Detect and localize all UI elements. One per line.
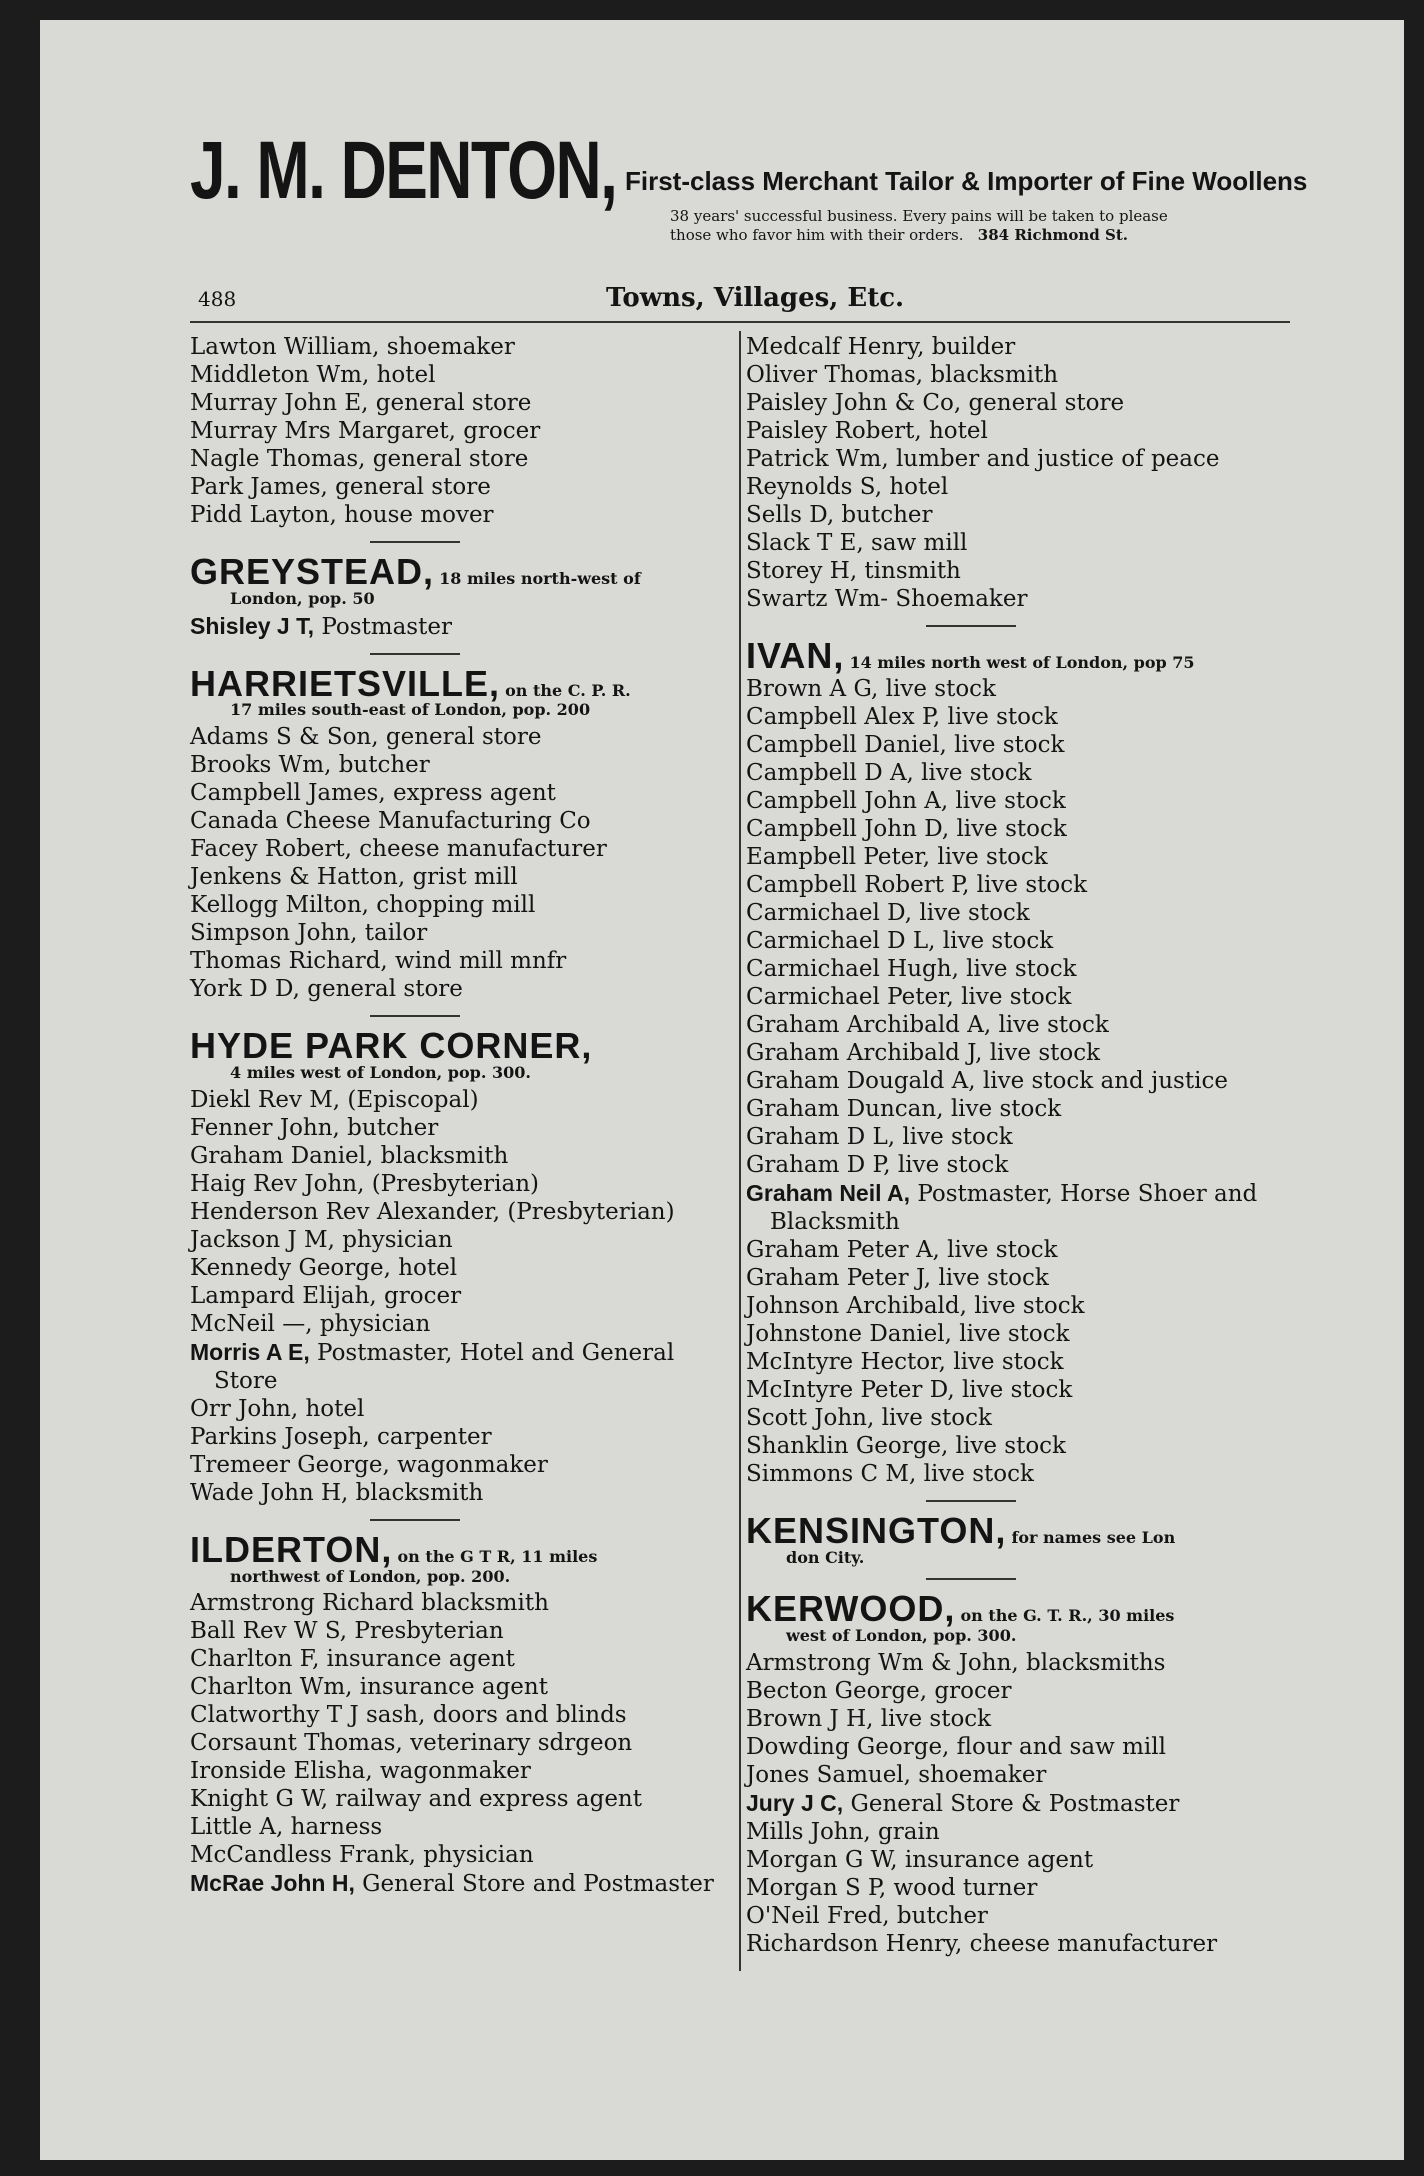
entry-name: Murray Mrs Margaret, grocer <box>190 418 541 444</box>
directory-entry <box>746 529 1290 557</box>
directory-entry <box>746 815 1290 843</box>
advertisement-banner <box>190 125 1308 265</box>
town-name: HARRIETSVILLE, <box>190 662 501 704</box>
directory-entry <box>746 417 1290 445</box>
directory-entry <box>190 473 735 501</box>
directory-entry <box>190 1114 735 1142</box>
entry-name: Paisley John & Co, general store <box>746 390 1125 416</box>
directory-entry <box>190 1423 735 1451</box>
page-number: 488 <box>198 287 237 311</box>
directory-entry <box>190 835 735 863</box>
directory-entry <box>190 612 735 641</box>
page-content <box>190 125 1308 2023</box>
town-heading-greystead <box>190 553 735 608</box>
entry-name: Slack T E, saw mill <box>746 530 968 556</box>
directory-entry <box>746 1123 1290 1151</box>
directory-entry <box>190 1451 735 1479</box>
entry-name: Morgan G W, insurance agent <box>746 1846 1094 1873</box>
directory-entry <box>746 585 1290 613</box>
entry-name: Reynolds S, hotel <box>746 474 949 500</box>
town-description-cont: London, pop. 50 <box>230 588 375 608</box>
town-name: HYDE PARK CORNER, <box>190 1025 593 1067</box>
section-rule <box>370 653 460 655</box>
directory-entry <box>746 1432 1290 1460</box>
left-column <box>190 333 735 1898</box>
directory-entry <box>190 1673 735 1701</box>
directory-entry <box>190 1254 735 1282</box>
entry-name: Diekl Rev M, (Episcopal) <box>190 1086 479 1113</box>
directory-entry <box>190 751 735 779</box>
entry-name: Thomas Richard, wind mill mnfr <box>190 948 567 975</box>
entry-name: Middleton Wm, hotel <box>190 362 436 388</box>
ilderton-entries <box>190 1589 735 1898</box>
entry-name: Swartz Wm- Shoemaker <box>746 586 1028 612</box>
town-description: on the C. P. R. <box>505 680 631 700</box>
entry-name: Graham Daniel, blacksmith <box>190 1142 509 1169</box>
entry-name: Canada Cheese Manufacturing Co <box>190 808 591 835</box>
directory-entry <box>746 1460 1290 1488</box>
directory-entry <box>746 1264 1290 1292</box>
section-rule <box>370 541 460 543</box>
directory-entry <box>746 843 1290 871</box>
entry-name: Carmichael Hugh, live stock <box>746 955 1077 982</box>
section-rule <box>370 1015 460 1017</box>
town-name: KENSINGTON, <box>746 1509 1007 1551</box>
directory-entry <box>746 1733 1290 1761</box>
directory-entry <box>746 501 1290 529</box>
entry-name: Paisley Robert, hotel <box>746 418 988 444</box>
entry-detail: Postmaster, Hotel and General Store <box>214 1339 675 1394</box>
greystead-entries <box>190 612 735 641</box>
entry-name: Patrick Wm, lumber and justice of peace <box>746 446 1220 472</box>
ad-details-text: those who favor him with their orders. <box>670 226 964 244</box>
directory-entry <box>746 1095 1290 1123</box>
entry-name: Pidd Layton, house mover <box>190 502 494 528</box>
directory-entry <box>190 919 735 947</box>
ad-tagline: First-class Merchant Tailor & Importer of Fine Woollens <box>625 166 1308 196</box>
directory-entry <box>190 1645 735 1673</box>
entry-name: Shanklin George, live stock <box>746 1432 1066 1459</box>
directory-entry <box>190 1589 735 1617</box>
entry-name: Jenkens & Hatton, grist mill <box>190 864 518 891</box>
directory-entry <box>746 1818 1290 1846</box>
entry-name: Jones Samuel, shoemaker <box>746 1761 1047 1788</box>
entry-name: Wade John H, blacksmith <box>190 1479 484 1506</box>
entry-name: Eampbell Peter, live stock <box>746 843 1048 870</box>
directory-entry <box>746 361 1290 389</box>
entry-name: Graham Neil A, <box>746 1179 911 1206</box>
entry-name: Kennedy George, hotel <box>190 1254 458 1281</box>
directory-entry <box>746 1902 1290 1930</box>
entry-name: Graham Archibald J, live stock <box>746 1039 1101 1066</box>
entry-detail: Postmaster <box>314 613 452 640</box>
directory-entry <box>746 445 1290 473</box>
town-description-cont: 17 miles south-east of London, pop. 200 <box>230 700 591 720</box>
directory-entry <box>190 1198 735 1226</box>
directory-entry <box>746 1649 1290 1677</box>
directory-entry <box>746 1011 1290 1039</box>
directory-entry <box>746 1930 1290 1958</box>
directory-entry <box>746 1846 1290 1874</box>
entry-name: McNeil —, physician <box>190 1310 431 1337</box>
entry-name: O'Neil Fred, butcher <box>746 1902 988 1929</box>
section-rule <box>926 1578 1016 1580</box>
directory-entry <box>190 807 735 835</box>
entry-name: Shisley J T, <box>190 612 315 639</box>
directory-entry <box>746 983 1290 1011</box>
directory-entry <box>746 731 1290 759</box>
town-description: on the G. T. R., 30 miles <box>960 1606 1175 1626</box>
entry-name: Oliver Thomas, blacksmith <box>746 362 1059 388</box>
entry-name: Campbell John D, live stock <box>746 815 1067 842</box>
entry-name: Clatworthy T J sash, doors and blinds <box>190 1702 627 1729</box>
town-description: for names see Lon <box>1011 1527 1176 1547</box>
directory-entry <box>190 1086 735 1114</box>
entry-name: Sells D, butcher <box>746 502 933 528</box>
entry-name: Medcalf Henry, builder <box>746 334 1016 360</box>
right-column <box>746 333 1290 1958</box>
entry-name: Dowding George, flour and saw mill <box>746 1733 1166 1760</box>
entry-name: Jackson J M, physician <box>190 1226 453 1253</box>
entry-name: Brooks Wm, butcher <box>190 752 430 779</box>
town-description-cont: northwest of London, pop. 200. <box>230 1566 511 1586</box>
directory-entry <box>746 1348 1290 1376</box>
directory-entry <box>746 389 1290 417</box>
ad-address: 384 Richmond St. <box>977 226 1128 244</box>
directory-entry <box>190 1310 735 1338</box>
directory-entry <box>190 1395 735 1423</box>
directory-entry <box>746 1179 1290 1236</box>
section-rule <box>926 1500 1016 1502</box>
entry-name: Simmons C M, live stock <box>746 1460 1034 1487</box>
entry-name: Murray John E, general store <box>190 390 532 416</box>
entry-name: Johnstone Daniel, live stock <box>746 1320 1070 1347</box>
entry-name: Carmichael D L, live stock <box>746 927 1054 954</box>
entry-name: Henderson Rev Alexander, (Presbyterian) <box>190 1198 675 1225</box>
top-entries-right <box>746 333 1290 613</box>
column-divider <box>739 331 741 1971</box>
entry-name: Morris A E, <box>190 1338 310 1365</box>
entry-name: Carmichael D, live stock <box>746 899 1030 926</box>
town-heading-hyde-park-corner <box>190 1027 735 1082</box>
entry-name: Mills John, grain <box>746 1818 940 1845</box>
directory-entry <box>190 947 735 975</box>
directory-entry <box>190 501 735 529</box>
entry-name: Campbell Alex P, live stock <box>746 703 1058 730</box>
directory-entry <box>746 675 1290 703</box>
entry-detail: General Store & Postmaster <box>843 1790 1180 1817</box>
entry-name: Facey Robert, cheese manufacturer <box>190 836 607 863</box>
directory-entry <box>746 955 1290 983</box>
entry-name: Ball Rev W S, Presbyterian <box>190 1618 504 1645</box>
town-description-cont: west of London, pop. 300. <box>786 1626 1017 1646</box>
entry-name: Graham Duncan, live stock <box>746 1095 1062 1122</box>
ad-details-line-1: 38 years' successful business. Every pains will be taken to please <box>670 207 1168 225</box>
directory-entry <box>190 361 735 389</box>
directory-entry <box>190 975 735 1003</box>
entry-name: Charlton Wm, insurance agent <box>190 1674 548 1701</box>
ad-business-name: J. M. DENTON, <box>190 125 617 216</box>
entry-name: Orr John, hotel <box>190 1395 365 1422</box>
entry-name: Campbell D A, live stock <box>746 759 1032 786</box>
entry-name: Campbell James, express agent <box>190 780 556 807</box>
entry-name: Ironside Elisha, wagonmaker <box>190 1758 531 1785</box>
entry-name: Lampard Elijah, grocer <box>190 1282 462 1309</box>
hyde-park-entries <box>190 1086 735 1507</box>
top-entries-left <box>190 333 735 529</box>
entry-name: Parkins Joseph, carpenter <box>190 1423 492 1450</box>
directory-entry <box>746 1404 1290 1432</box>
town-heading-harrietsville <box>190 662 735 720</box>
directory-entry <box>746 759 1290 787</box>
entry-name: Simpson John, tailor <box>190 920 428 947</box>
directory-entry <box>190 1813 735 1841</box>
directory-entry <box>190 445 735 473</box>
entry-name: Campbell Daniel, live stock <box>746 731 1065 758</box>
town-heading-ivan <box>746 637 1290 675</box>
entry-name: Brown A G, live stock <box>746 675 996 702</box>
entry-name: Graham Peter J, live stock <box>746 1264 1049 1291</box>
entry-name: Graham D P, live stock <box>746 1151 1009 1178</box>
entry-name: Johnson Archibald, live stock <box>746 1292 1085 1319</box>
directory-entry <box>746 557 1290 585</box>
town-heading-ilderton <box>190 1528 735 1586</box>
directory-entry <box>190 1170 735 1198</box>
directory-entry <box>746 1236 1290 1264</box>
directory-entry <box>190 333 735 361</box>
entry-name: Tremeer George, wagonmaker <box>190 1451 548 1478</box>
directory-entry <box>746 703 1290 731</box>
directory-entry <box>746 871 1290 899</box>
directory-entry <box>190 1282 735 1310</box>
directory-entry <box>746 1151 1290 1179</box>
directory-entry <box>746 1874 1290 1902</box>
entry-name: McIntyre Hector, live stock <box>746 1348 1064 1375</box>
entry-name: Graham Dougald A, live stock and justice <box>746 1067 1228 1094</box>
entry-name: Graham Archibald A, live stock <box>746 1011 1109 1038</box>
entry-name: Scott John, live stock <box>746 1404 992 1431</box>
entry-name: Park James, general store <box>190 474 491 500</box>
directory-entry <box>190 891 735 919</box>
entry-name: Corsaunt Thomas, veterinary sdrgeon <box>190 1730 633 1757</box>
kerwood-entries <box>746 1649 1290 1958</box>
town-description-cont: 4 miles west of London, pop. 300. <box>230 1062 531 1082</box>
directory-entry <box>746 1067 1290 1095</box>
directory-entry <box>746 1789 1290 1818</box>
section-rule <box>370 1519 460 1521</box>
directory-entry <box>190 1841 735 1869</box>
directory-entry <box>746 473 1290 501</box>
directory-entry <box>190 1338 735 1395</box>
town-description: 18 miles north-west of <box>439 569 641 588</box>
entry-name: Fenner John, butcher <box>190 1114 439 1141</box>
town-name: IVAN, <box>746 635 845 676</box>
entry-name: York D D, general store <box>190 976 463 1003</box>
entry-name: Charlton F, insurance agent <box>190 1646 515 1673</box>
directory-entry <box>190 417 735 445</box>
town-name: ILDERTON, <box>190 1528 393 1570</box>
entry-name: Campbell John A, live stock <box>746 787 1066 814</box>
harrietsville-entries <box>190 723 735 1003</box>
directory-entry <box>190 863 735 891</box>
entry-name: Becton George, grocer <box>746 1677 1012 1704</box>
directory-entry <box>746 1376 1290 1404</box>
entry-name: Graham D L, live stock <box>746 1123 1013 1150</box>
section-rule <box>926 625 1016 627</box>
directory-entry <box>190 723 735 751</box>
entry-detail: General Store and Postmaster <box>354 1871 714 1898</box>
directory-entry <box>190 1757 735 1785</box>
entry-name: Brown J H, live stock <box>746 1705 992 1732</box>
directory-entry <box>190 779 735 807</box>
entry-name: Richardson Henry, cheese manufacturer <box>746 1930 1218 1957</box>
ivan-entries <box>746 675 1290 1488</box>
directory-entry <box>746 899 1290 927</box>
directory-entry <box>190 1226 735 1254</box>
directory-entry <box>190 1479 735 1507</box>
entry-name: Nagle Thomas, general store <box>190 446 529 472</box>
directory-entry <box>190 1701 735 1729</box>
directory-entry <box>746 1292 1290 1320</box>
directory-entry <box>746 1039 1290 1067</box>
entry-name: Lawton William, shoemaker <box>190 334 515 360</box>
directory-entry <box>746 333 1290 361</box>
directory-entry <box>746 927 1290 955</box>
directory-entry <box>746 1320 1290 1348</box>
entry-name: Jury J C, <box>746 1789 844 1816</box>
directory-entry <box>190 1869 735 1898</box>
directory-entry <box>190 389 735 417</box>
directory-entry <box>746 1761 1290 1789</box>
town-description: 14 miles north west of London, pop 75 <box>849 653 1195 672</box>
ad-details <box>670 207 1168 245</box>
directory-entry <box>190 1785 735 1813</box>
entry-name: Storey H, tinsmith <box>746 558 961 584</box>
entry-name: Haig Rev John, (Presbyterian) <box>190 1170 539 1197</box>
entry-name: Armstrong Wm & John, blacksmiths <box>746 1649 1166 1676</box>
directory-entry <box>190 1729 735 1757</box>
entry-name: McRae John H, <box>190 1870 355 1897</box>
entry-name: Graham Peter A, live stock <box>746 1236 1058 1263</box>
directory-entry <box>190 1142 735 1170</box>
town-name: GREYSTEAD, <box>190 551 435 592</box>
entry-name: Carmichael Peter, live stock <box>746 983 1072 1010</box>
town-name: KERWOOD, <box>746 1588 956 1630</box>
town-heading-kensington <box>746 1509 1290 1567</box>
entry-name: Morgan S P, wood turner <box>746 1874 1038 1901</box>
directory-entry <box>746 1677 1290 1705</box>
directory-page <box>40 20 1404 2160</box>
entry-name: Adams S & Son, general store <box>190 724 542 751</box>
entry-name: Campbell Robert P, live stock <box>746 871 1088 898</box>
running-header <box>190 265 1290 323</box>
town-description: on the G T R, 11 miles <box>397 1546 598 1566</box>
entry-name: Knight G W, railway and express agent <box>190 1786 642 1813</box>
page-title: Towns, Villages, Etc. <box>606 283 905 313</box>
entry-name: Little A, harness <box>190 1814 383 1841</box>
directory-entry <box>190 1617 735 1645</box>
ad-details-line-2 <box>670 226 1168 245</box>
entry-name: Kellogg Milton, chopping mill <box>190 892 536 919</box>
town-heading-kerwood <box>746 1590 1290 1645</box>
entry-detail: Postmaster, Horse Shoer and Blacksmith <box>770 1180 1258 1235</box>
town-description-cont: don City. <box>786 1547 865 1567</box>
directory-entry <box>746 787 1290 815</box>
entry-name: McIntyre Peter D, live stock <box>746 1376 1073 1403</box>
entry-name: Armstrong Richard blacksmith <box>190 1590 549 1617</box>
directory-columns <box>190 323 1290 2023</box>
directory-entry <box>746 1705 1290 1733</box>
entry-name: McCandless Frank, physician <box>190 1842 534 1869</box>
